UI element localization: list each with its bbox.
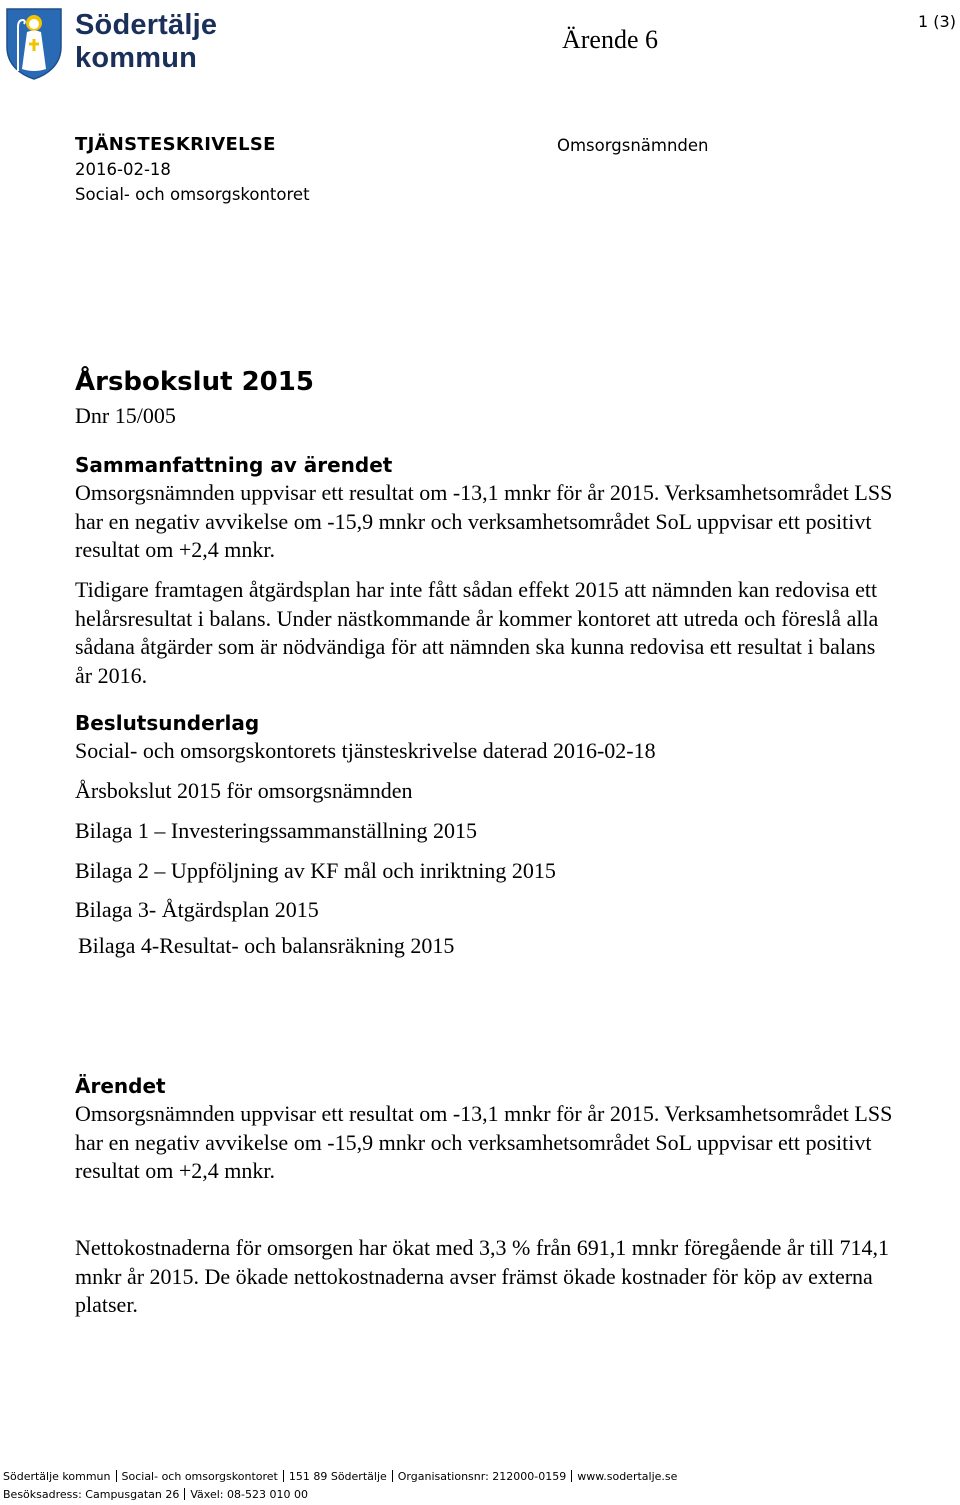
footer-visit-line: [3, 1486, 308, 1504]
coat-of-arms-icon: [5, 7, 63, 81]
logo-text-line2: kommun: [75, 42, 198, 74]
case-paragraph: [75, 1234, 889, 1320]
paragraph-line: resultat om +2,4 mnkr.: [75, 1158, 275, 1183]
basis-item: Social- och omsorgskontorets tjänsteskrivelse daterad 2016-02-18: [75, 738, 656, 763]
footer-switchboard: Växel: 08-523 010 00: [190, 1488, 308, 1501]
paragraph-line: har en negativ avvikelse om -15,9 mnkr och verksamhetsområdet SoL uppvisar ett positivt: [75, 1129, 872, 1155]
footer-separator: [571, 1470, 572, 1482]
paragraph-line: Nettokostnaderna för omsorgen har ökat med 3,3 % från 691,1 mnkr föregående år till 714,1: [75, 1235, 889, 1260]
basis-item: Bilaga 3- Åtgärdsplan 2015: [75, 897, 319, 922]
basis-item: Bilaga 4-Resultat- och balansräkning 2015: [78, 933, 455, 958]
page-number: 1 (3): [918, 12, 956, 31]
paragraph-line: Omsorgsnämnden uppvisar ett resultat om -13,1 mnkr för år 2015. Verksamhetsområdet LSS: [75, 480, 893, 505]
summary-paragraph: [75, 479, 892, 565]
footer-website: www.sodertalje.se: [577, 1470, 678, 1483]
case-heading: Ärendet: [75, 1074, 166, 1098]
footer-visiting-address: Besöksadress: Campusgatan 26: [3, 1488, 180, 1501]
footer-separator: [116, 1470, 117, 1482]
paragraph-line: har en negativ avvikelse om -15,9 mnkr och verksamhetsområdet SoL uppvisar ett positivt: [75, 508, 872, 534]
paragraph-line: resultat om +2,4 mnkr.: [75, 537, 275, 562]
document-type: TJÄNSTESKRIVELSE: [75, 134, 276, 155]
paragraph-line: år 2016.: [75, 662, 148, 688]
case-paragraph: [75, 1100, 892, 1186]
recipient: Omsorgsnämnden: [557, 136, 709, 155]
footer-org-number: Organisationsnr: 212000-0159: [397, 1470, 567, 1483]
basis-item: Bilaga 1 – Investeringssammanställning 2015: [75, 818, 478, 843]
municipality-logo: [0, 0, 230, 82]
paragraph-line: sådana åtgärder som är nödvändiga för att nämnden ska kunna redovisa ett resultat i balans: [75, 634, 876, 659]
footer-separator: [392, 1470, 393, 1482]
basis-item: Bilaga 2 – Uppföljning av KF mål och inriktning 2015: [75, 858, 556, 883]
page-title: Årsbokslut 2015: [75, 367, 314, 397]
basis-heading: Beslutsunderlag: [75, 711, 260, 735]
summary-heading: Sammanfattning av ärendet: [75, 453, 393, 477]
basis-item: Årsbokslut 2015 för omsorgsnämnden: [75, 778, 413, 803]
summary-paragraph: [75, 576, 878, 690]
logo-text-line1: Södertälje: [75, 9, 218, 41]
case-number: Dnr 15/005: [75, 403, 176, 428]
footer-organization: Södertälje kommun: [3, 1470, 111, 1483]
footer-postal-address: 151 89 Södertälje: [288, 1470, 387, 1483]
issuing-office: Social- och omsorgskontoret: [75, 185, 310, 204]
paragraph-line: Omsorgsnämnden uppvisar ett resultat om -13,1 mnkr för år 2015. Verksamhetsområdet LSS: [75, 1101, 893, 1126]
footer-separator: [184, 1488, 185, 1500]
footer-separator: [283, 1470, 284, 1482]
paragraph-line: platser.: [75, 1292, 138, 1317]
case-label: Ärende 6: [562, 25, 659, 54]
footer-contact-line: [3, 1468, 677, 1486]
footer-office: Social- och omsorgskontoret: [121, 1470, 278, 1483]
paragraph-line: Tidigare framtagen åtgärdsplan har inte fått sådan effekt 2015 att nämnden kan redovisa ett: [75, 577, 878, 602]
paragraph-line: helårsresultat i balans. Under nästkommande år kommer kontoret att utreda och föreslå alla: [75, 605, 879, 631]
document-date: 2016-02-18: [75, 160, 171, 179]
paragraph-line: mnkr år 2015. De ökade nettokostnaderna avser främst ökade kostnader för köp av externa: [75, 1263, 873, 1289]
